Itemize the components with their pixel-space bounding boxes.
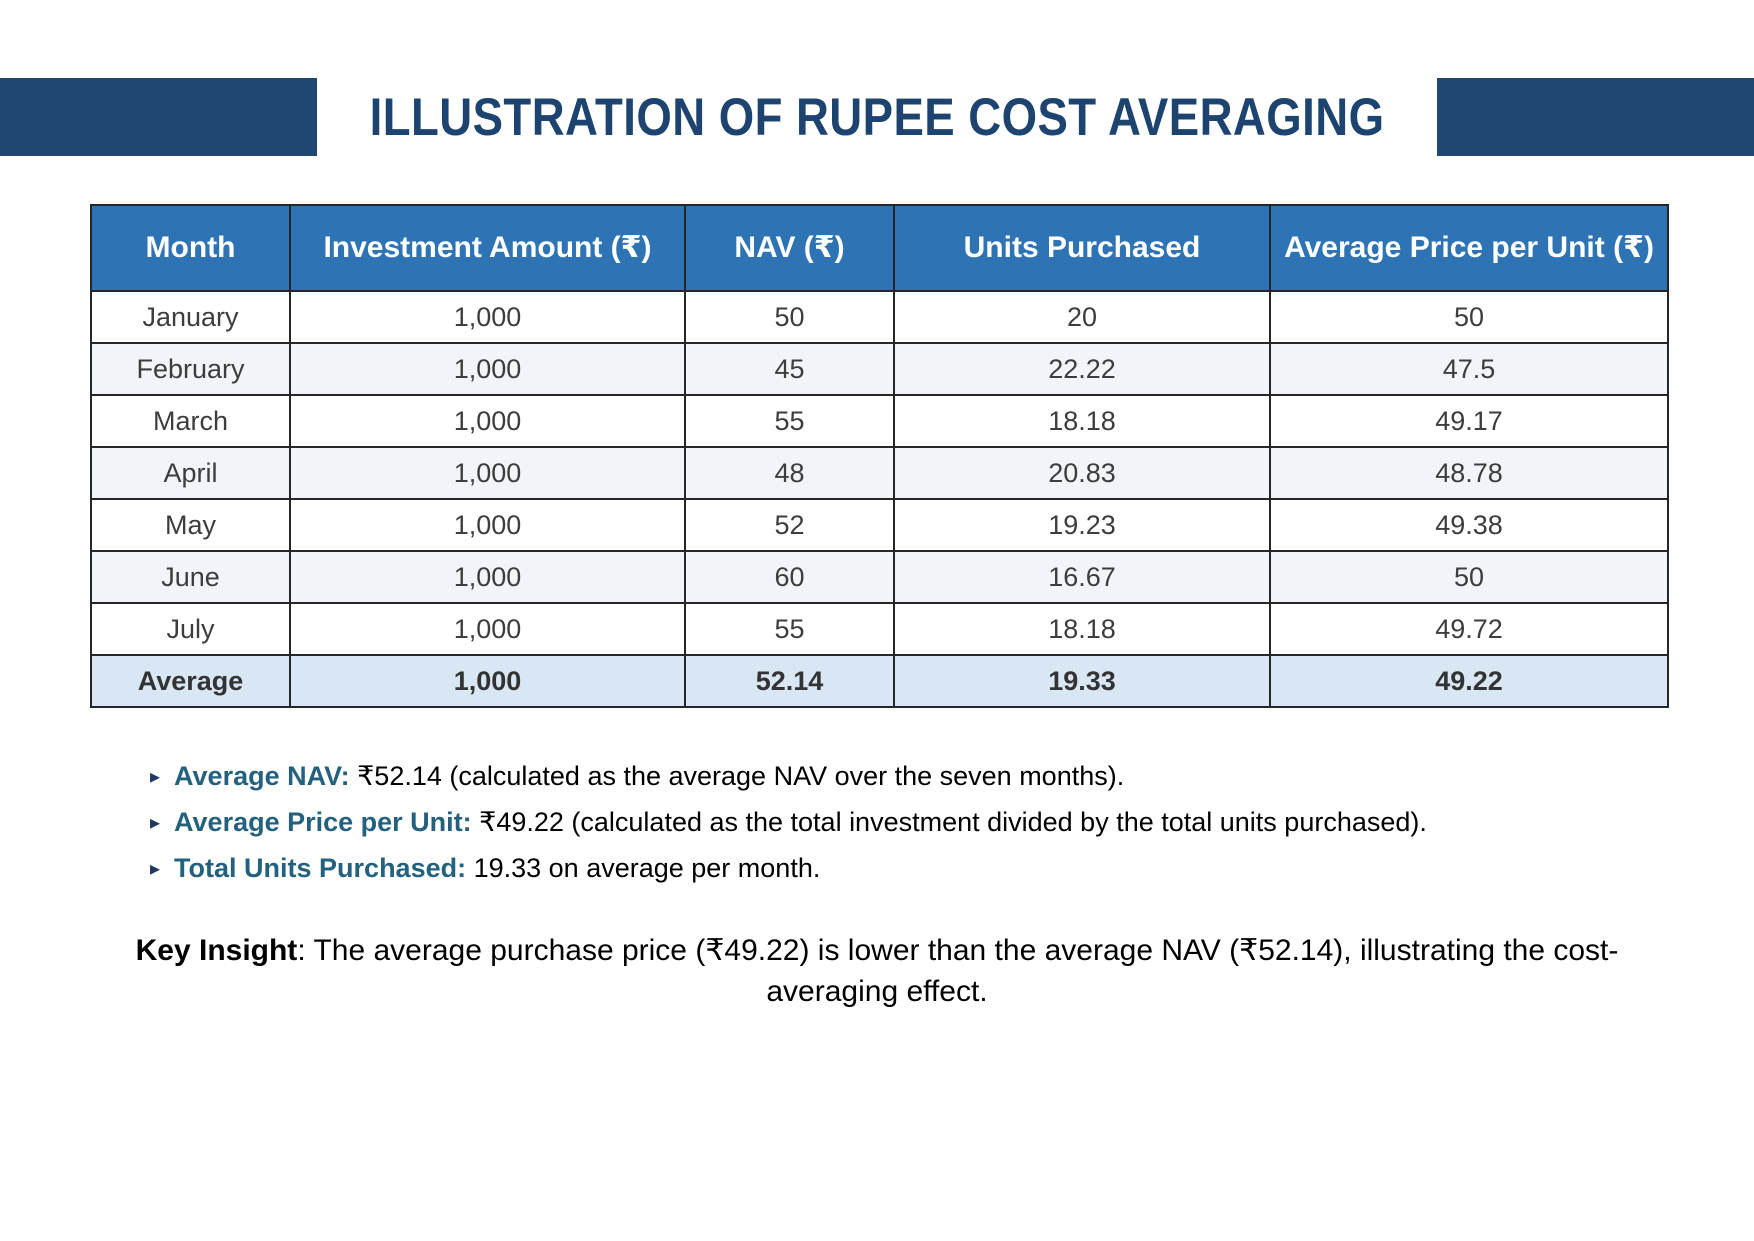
cell-month: Average <box>91 655 290 707</box>
cell-avg_price: 49.17 <box>1270 395 1668 447</box>
table-row <box>91 395 1668 447</box>
key-insight <box>97 930 1657 1012</box>
bullet-item <box>150 799 1427 845</box>
column-header-investment: Investment Amount (₹) <box>290 205 685 291</box>
table-row <box>91 499 1668 551</box>
column-header-units: Units Purchased <box>894 205 1270 291</box>
cell-investment: 1,000 <box>290 603 685 655</box>
cell-investment: 1,000 <box>290 655 685 707</box>
cell-nav: 52.14 <box>685 655 894 707</box>
banner-bar-left <box>0 78 317 156</box>
table-header-row <box>91 205 1668 291</box>
table-row <box>91 447 1668 499</box>
title-wrap <box>317 78 1437 156</box>
cell-nav: 55 <box>685 395 894 447</box>
cell-nav: 45 <box>685 343 894 395</box>
cell-avg_price: 47.5 <box>1270 343 1668 395</box>
cell-investment: 1,000 <box>290 499 685 551</box>
cell-nav: 50 <box>685 291 894 343</box>
cell-nav: 55 <box>685 603 894 655</box>
key-insight-label: Key Insight <box>135 934 298 967</box>
column-header-month: Month <box>91 205 290 291</box>
cell-units: 20 <box>894 291 1270 343</box>
cell-investment: 1,000 <box>290 291 685 343</box>
cell-nav: 60 <box>685 551 894 603</box>
bullet-lead: Total Units Purchased: <box>174 853 467 883</box>
cell-month: July <box>91 603 290 655</box>
cell-investment: 1,000 <box>290 343 685 395</box>
triangle-bullet-icon: ▸ <box>150 766 161 788</box>
table-header <box>91 205 1668 291</box>
cell-month: February <box>91 343 290 395</box>
cell-month: May <box>91 499 290 551</box>
page-title: ILLUSTRATION OF RUPEE COST AVERAGING <box>369 87 1385 147</box>
column-header-nav: NAV (₹) <box>685 205 894 291</box>
cell-nav: 52 <box>685 499 894 551</box>
column-header-avg-price: Average Price per Unit (₹) <box>1270 205 1668 291</box>
rupee-cost-averaging-table <box>90 204 1669 708</box>
cell-units: 16.67 <box>894 551 1270 603</box>
cell-investment: 1,000 <box>290 395 685 447</box>
cell-units: 20.83 <box>894 447 1270 499</box>
bullet-text: 19.33 on average per month. <box>466 853 821 883</box>
summary-bullet-list <box>150 753 1427 891</box>
table-row <box>91 343 1668 395</box>
bullet-lead: Average Price per Unit: <box>174 807 472 837</box>
table-body <box>91 291 1668 707</box>
cell-units: 18.18 <box>894 395 1270 447</box>
cell-avg_price: 49.72 <box>1270 603 1668 655</box>
cell-investment: 1,000 <box>290 447 685 499</box>
table-row <box>91 603 1668 655</box>
cell-units: 19.33 <box>894 655 1270 707</box>
cell-avg_price: 49.38 <box>1270 499 1668 551</box>
cell-avg_price: 50 <box>1270 291 1668 343</box>
cell-month: March <box>91 395 290 447</box>
cell-units: 22.22 <box>894 343 1270 395</box>
bullet-item <box>150 753 1427 799</box>
cell-investment: 1,000 <box>290 551 685 603</box>
banner-bar-right <box>1437 78 1754 156</box>
triangle-bullet-icon: ▸ <box>150 858 161 880</box>
cell-month: June <box>91 551 290 603</box>
cell-avg_price: 49.22 <box>1270 655 1668 707</box>
cell-nav: 48 <box>685 447 894 499</box>
table-row <box>91 551 1668 603</box>
key-insight-text: : The average purchase price (₹49.22) is lower than the average NAV (₹52.14), illustrating the cost-averaging effect. <box>297 934 1619 1008</box>
cell-avg_price: 48.78 <box>1270 447 1668 499</box>
table-row <box>91 655 1668 707</box>
bullet-text: ₹49.22 (calculated as the total investment divided by the total units purchased). <box>471 807 1427 837</box>
triangle-bullet-icon: ▸ <box>150 812 161 834</box>
cell-month: April <box>91 447 290 499</box>
cell-month: January <box>91 291 290 343</box>
table-row <box>91 291 1668 343</box>
cell-avg_price: 50 <box>1270 551 1668 603</box>
bullet-lead: Average NAV: <box>174 761 350 791</box>
bullet-item <box>150 845 1427 891</box>
cell-units: 18.18 <box>894 603 1270 655</box>
title-banner <box>0 78 1754 156</box>
cell-units: 19.23 <box>894 499 1270 551</box>
bullet-text: ₹52.14 (calculated as the average NAV over the seven months). <box>349 761 1125 791</box>
